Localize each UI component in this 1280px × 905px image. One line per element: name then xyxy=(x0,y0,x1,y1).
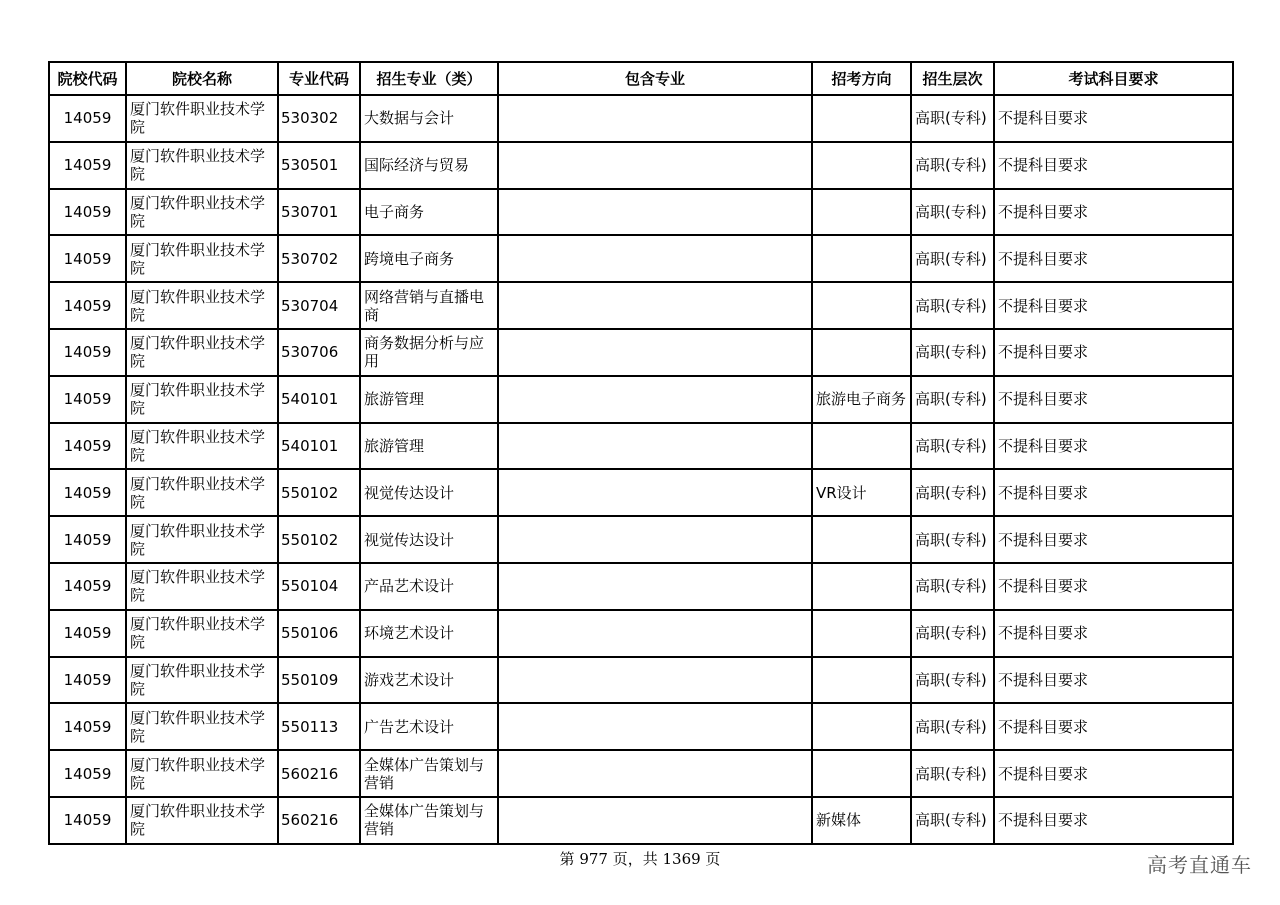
header-included-majors: 包含专业 xyxy=(498,62,812,95)
cell-level: 高职(专科) xyxy=(911,376,994,423)
cell-included-majors xyxy=(498,516,812,563)
cell-school-name: 厦门软件职业技术学院 xyxy=(126,797,278,844)
header-level: 招生层次 xyxy=(911,62,994,95)
cell-major-code: 550104 xyxy=(278,563,360,610)
cell-major-code: 550106 xyxy=(278,610,360,657)
cell-major-name: 视觉传达设计 xyxy=(360,469,498,516)
cell-school-name: 厦门软件职业技术学院 xyxy=(126,376,278,423)
header-subject-requirement: 考试科目要求 xyxy=(994,62,1233,95)
cell-school-code: 14059 xyxy=(49,235,126,282)
cell-school-code: 14059 xyxy=(49,189,126,236)
header-major-name: 招生专业（类） xyxy=(360,62,498,95)
cell-subject-requirement: 不提科目要求 xyxy=(994,516,1233,563)
cell-major-name: 全媒体广告策划与营销 xyxy=(360,750,498,797)
table-row xyxy=(49,469,1233,516)
header-school-code: 院校代码 xyxy=(49,62,126,95)
table-row xyxy=(49,95,1233,142)
header-row xyxy=(49,62,1233,95)
header-major-code: 专业代码 xyxy=(278,62,360,95)
cell-major-code: 530706 xyxy=(278,329,360,376)
cell-major-name: 电子商务 xyxy=(360,189,498,236)
cell-direction xyxy=(812,282,911,329)
cell-level: 高职(专科) xyxy=(911,423,994,470)
cell-school-code: 14059 xyxy=(49,142,126,189)
cell-level: 高职(专科) xyxy=(911,750,994,797)
cell-level: 高职(专科) xyxy=(911,657,994,704)
header-school-name: 院校名称 xyxy=(126,62,278,95)
cell-school-code: 14059 xyxy=(49,610,126,657)
cell-included-majors xyxy=(498,657,812,704)
cell-major-code: 550102 xyxy=(278,516,360,563)
table-row xyxy=(49,235,1233,282)
cell-subject-requirement: 不提科目要求 xyxy=(994,657,1233,704)
cell-level: 高职(专科) xyxy=(911,610,994,657)
cell-included-majors xyxy=(498,142,812,189)
cell-level: 高职(专科) xyxy=(911,563,994,610)
table-row xyxy=(49,797,1233,844)
table-row xyxy=(49,282,1233,329)
cell-subject-requirement: 不提科目要求 xyxy=(994,329,1233,376)
cell-direction: VR设计 xyxy=(812,469,911,516)
cell-subject-requirement: 不提科目要求 xyxy=(994,469,1233,516)
cell-subject-requirement: 不提科目要求 xyxy=(994,750,1233,797)
cell-school-code: 14059 xyxy=(49,797,126,844)
cell-major-code: 550113 xyxy=(278,703,360,750)
cell-school-name: 厦门软件职业技术学院 xyxy=(126,703,278,750)
cell-major-code: 550102 xyxy=(278,469,360,516)
cell-direction xyxy=(812,750,911,797)
cell-direction xyxy=(812,563,911,610)
table-body xyxy=(49,95,1233,844)
cell-school-name: 厦门软件职业技术学院 xyxy=(126,142,278,189)
table-row xyxy=(49,750,1233,797)
cell-major-name: 环境艺术设计 xyxy=(360,610,498,657)
cell-level: 高职(专科) xyxy=(911,282,994,329)
table-row xyxy=(49,657,1233,704)
cell-major-name: 大数据与会计 xyxy=(360,95,498,142)
cell-subject-requirement: 不提科目要求 xyxy=(994,142,1233,189)
table-row xyxy=(49,142,1233,189)
cell-major-name: 跨境电子商务 xyxy=(360,235,498,282)
cell-included-majors xyxy=(498,376,812,423)
cell-major-code: 530704 xyxy=(278,282,360,329)
cell-included-majors xyxy=(498,235,812,282)
cell-level: 高职(专科) xyxy=(911,95,994,142)
cell-school-name: 厦门软件职业技术学院 xyxy=(126,423,278,470)
cell-included-majors xyxy=(498,469,812,516)
cell-school-code: 14059 xyxy=(49,703,126,750)
cell-level: 高职(专科) xyxy=(911,329,994,376)
table-row xyxy=(49,189,1233,236)
cell-school-code: 14059 xyxy=(49,329,126,376)
cell-direction xyxy=(812,516,911,563)
header-direction: 招考方向 xyxy=(812,62,911,95)
table-header xyxy=(49,62,1233,95)
cell-included-majors xyxy=(498,797,812,844)
cell-direction xyxy=(812,610,911,657)
cell-school-code: 14059 xyxy=(49,469,126,516)
cell-major-code: 530501 xyxy=(278,142,360,189)
cell-subject-requirement: 不提科目要求 xyxy=(994,376,1233,423)
cell-school-name: 厦门软件职业技术学院 xyxy=(126,610,278,657)
cell-major-code: 540101 xyxy=(278,376,360,423)
cell-level: 高职(专科) xyxy=(911,142,994,189)
cell-direction xyxy=(812,329,911,376)
watermark-text: 高考直通车 xyxy=(1147,853,1252,877)
cell-school-code: 14059 xyxy=(49,95,126,142)
cell-school-name: 厦门软件职业技术学院 xyxy=(126,563,278,610)
cell-major-code: 530702 xyxy=(278,235,360,282)
cell-direction xyxy=(812,657,911,704)
cell-major-name: 游戏艺术设计 xyxy=(360,657,498,704)
cell-subject-requirement: 不提科目要求 xyxy=(994,235,1233,282)
cell-level: 高职(专科) xyxy=(911,189,994,236)
cell-included-majors xyxy=(498,750,812,797)
cell-school-name: 厦门软件职业技术学院 xyxy=(126,329,278,376)
cell-level: 高职(专科) xyxy=(911,469,994,516)
table-row xyxy=(49,516,1233,563)
cell-school-code: 14059 xyxy=(49,657,126,704)
cell-school-name: 厦门软件职业技术学院 xyxy=(126,95,278,142)
cell-major-code: 560216 xyxy=(278,750,360,797)
cell-major-name: 国际经济与贸易 xyxy=(360,142,498,189)
cell-school-name: 厦门软件职业技术学院 xyxy=(126,189,278,236)
table-row xyxy=(49,376,1233,423)
admissions-table xyxy=(48,61,1234,845)
cell-school-name: 厦门软件职业技术学院 xyxy=(126,469,278,516)
cell-subject-requirement: 不提科目要求 xyxy=(994,189,1233,236)
cell-major-name: 广告艺术设计 xyxy=(360,703,498,750)
table-row xyxy=(49,610,1233,657)
cell-direction: 旅游电子商务 xyxy=(812,376,911,423)
cell-subject-requirement: 不提科目要求 xyxy=(994,95,1233,142)
cell-included-majors xyxy=(498,563,812,610)
cell-direction xyxy=(812,423,911,470)
cell-level: 高职(专科) xyxy=(911,703,994,750)
cell-included-majors xyxy=(498,329,812,376)
cell-subject-requirement: 不提科目要求 xyxy=(994,282,1233,329)
cell-major-code: 540101 xyxy=(278,423,360,470)
cell-subject-requirement: 不提科目要求 xyxy=(994,797,1233,844)
cell-direction xyxy=(812,235,911,282)
cell-major-code: 550109 xyxy=(278,657,360,704)
cell-included-majors xyxy=(498,189,812,236)
table-row xyxy=(49,329,1233,376)
table-row xyxy=(49,423,1233,470)
cell-subject-requirement: 不提科目要求 xyxy=(994,423,1233,470)
cell-major-name: 旅游管理 xyxy=(360,376,498,423)
cell-school-name: 厦门软件职业技术学院 xyxy=(126,235,278,282)
cell-major-name: 网络营销与直播电商 xyxy=(360,282,498,329)
cell-subject-requirement: 不提科目要求 xyxy=(994,703,1233,750)
cell-included-majors xyxy=(498,610,812,657)
table-row xyxy=(49,563,1233,610)
cell-major-name: 旅游管理 xyxy=(360,423,498,470)
cell-major-name: 产品艺术设计 xyxy=(360,563,498,610)
cell-school-name: 厦门软件职业技术学院 xyxy=(126,657,278,704)
cell-included-majors xyxy=(498,282,812,329)
cell-included-majors xyxy=(498,95,812,142)
cell-direction xyxy=(812,189,911,236)
cell-major-name: 全媒体广告策划与营销 xyxy=(360,797,498,844)
cell-level: 高职(专科) xyxy=(911,516,994,563)
page-number: 第 977 页，共 1369 页 xyxy=(559,850,721,868)
cell-direction: 新媒体 xyxy=(812,797,911,844)
cell-school-name: 厦门软件职业技术学院 xyxy=(126,750,278,797)
cell-included-majors xyxy=(498,703,812,750)
cell-major-code: 530302 xyxy=(278,95,360,142)
cell-school-code: 14059 xyxy=(49,376,126,423)
cell-school-code: 14059 xyxy=(49,750,126,797)
cell-major-code: 560216 xyxy=(278,797,360,844)
cell-school-code: 14059 xyxy=(49,423,126,470)
cell-major-code: 530701 xyxy=(278,189,360,236)
cell-level: 高职(专科) xyxy=(911,235,994,282)
cell-direction xyxy=(812,703,911,750)
table-row xyxy=(49,703,1233,750)
cell-school-name: 厦门软件职业技术学院 xyxy=(126,516,278,563)
cell-subject-requirement: 不提科目要求 xyxy=(994,610,1233,657)
cell-major-name: 视觉传达设计 xyxy=(360,516,498,563)
cell-school-code: 14059 xyxy=(49,563,126,610)
cell-subject-requirement: 不提科目要求 xyxy=(994,563,1233,610)
cell-school-code: 14059 xyxy=(49,516,126,563)
cell-school-code: 14059 xyxy=(49,282,126,329)
cell-direction xyxy=(812,142,911,189)
cell-included-majors xyxy=(498,423,812,470)
cell-direction xyxy=(812,95,911,142)
cell-level: 高职(专科) xyxy=(911,797,994,844)
cell-major-name: 商务数据分析与应用 xyxy=(360,329,498,376)
cell-school-name: 厦门软件职业技术学院 xyxy=(126,282,278,329)
